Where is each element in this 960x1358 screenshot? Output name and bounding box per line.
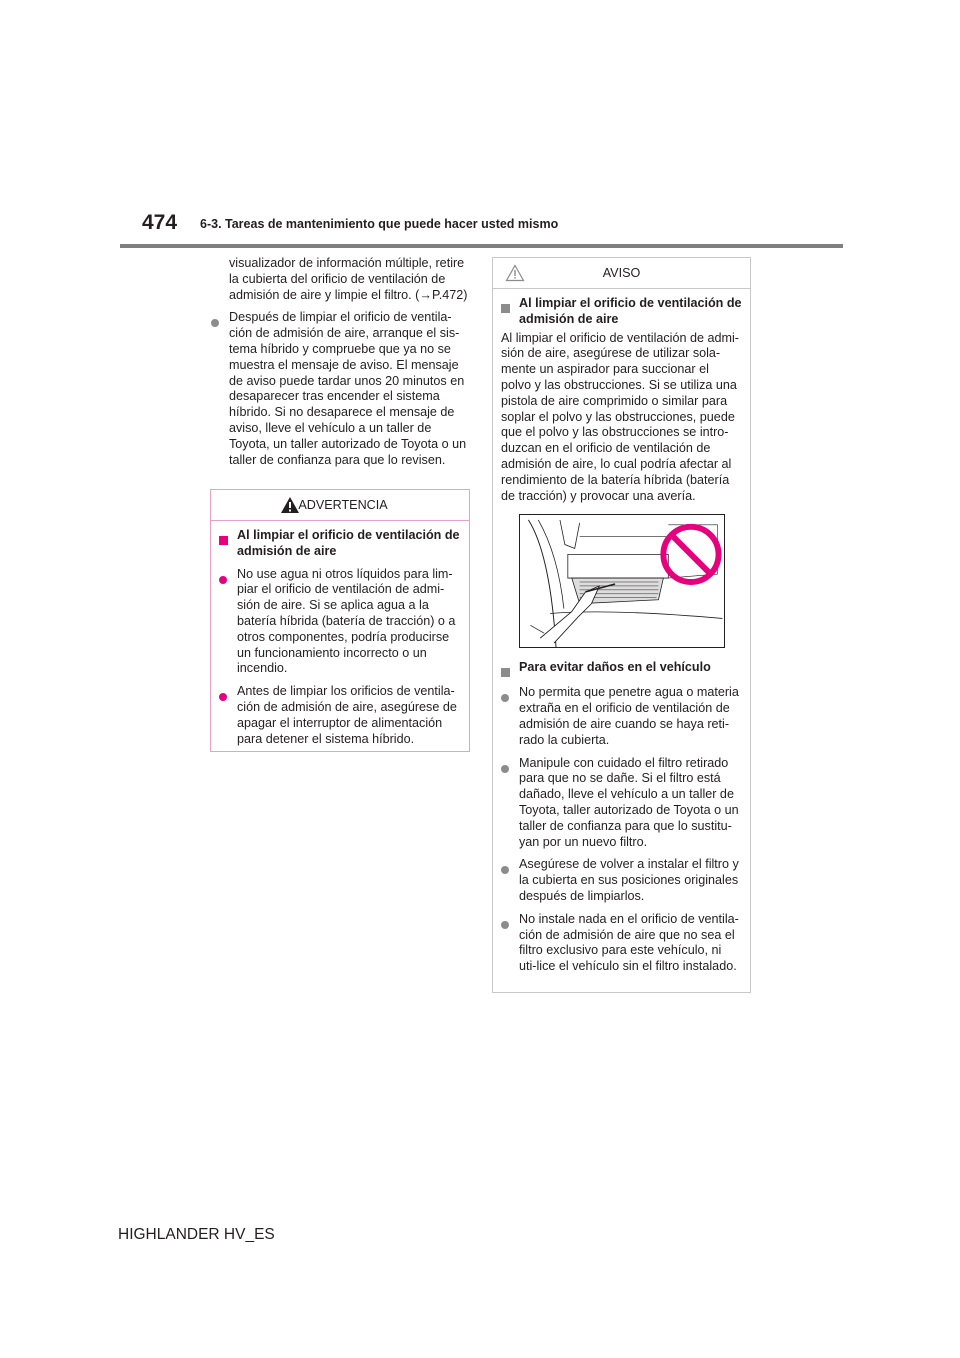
warning-title: ADVERTENCIA (298, 498, 388, 512)
notice-bullet-3: Asegúrese de volver a instalar el filtro y la cubierta en sus posiciones originales después de limpiarlos. (519, 857, 739, 903)
page-number: 474 (142, 211, 178, 234)
list-item (219, 567, 461, 678)
left-column (211, 256, 469, 468)
warning-bullet-1: No use agua ni otros líquidos para lim-piar el orificio de ventilación de admi-sión de aire. Si se aplica agua a la batería híbrida (batería de tracción) o a otros componentes, podría producirse un funcionamiento incorrecto o un incendio. (237, 566, 456, 676)
warning-box (210, 489, 470, 752)
warning-triangle-icon (280, 496, 300, 514)
list-item (219, 684, 461, 747)
notice-header (493, 258, 750, 289)
air-vent-cleaning-illustration (519, 514, 725, 648)
warning-heading: Al limpiar el orificio de ventilación de admisión de aire (237, 528, 460, 558)
notice-title: AVISO (602, 266, 641, 280)
notice-heading-2: Para evitar daños en el vehículo (519, 660, 711, 675)
list-item (501, 756, 742, 851)
notice-bullet-4: No instale nada en el orificio de ventila-ción de admisión de aire que no sea el filtro exclusivo para este vehículo, ni uti-lice el vehículo sin el filtro instalado. (519, 911, 739, 974)
warning-bullet-2: Antes de limpiar los orificios de ventila-ción de admisión de aire, asegúrese de apagar el interruptor de alimentación para detener el sistema híbrido. (237, 684, 457, 746)
notice-heading-row (501, 296, 742, 328)
square-bullet-icon (501, 304, 510, 313)
warning-header (211, 490, 469, 521)
warning-heading-row (219, 528, 461, 560)
notice-heading-row (501, 660, 742, 682)
notice-bullet-2: Manipule con cuidado el filtro retirado para que no se dañe. Si el filtro está dañado, lleve el vehículo a un taller de Toyota, taller autorizado de Toyota o un taller de confianza para que lo sustitu-yan por un nuevo filtro. (519, 755, 739, 849)
section-title: 6-3. Tareas de mantenimiento que puede hacer usted mismo (200, 217, 559, 231)
notice-box (492, 257, 751, 993)
square-bullet-icon (219, 536, 228, 545)
bullet-icon (501, 866, 509, 874)
bullet-text: Después de limpiar el orificio de ventila-ción de admisión de aire, arranque el sis-tema híbrido y compruebe que ya no se muestra el mensaje de aviso. El mensaje de aviso puede tardar unos 20 minutos en desaparecer tras encender el sistema híbrido. Si no desaparece el mensaje de aviso, lleve el vehículo a un taller de Toyota, un taller autorizado de Toyota o un taller de confianza para que lo revisen. (229, 310, 467, 467)
footer-model-label: HIGHLANDER HV_ES (118, 1226, 275, 1243)
bullet-icon (501, 921, 509, 929)
list-item (501, 685, 742, 748)
caution-triangle-icon (505, 264, 525, 282)
list-item (501, 857, 742, 904)
bullet-icon (501, 765, 509, 773)
intro-paragraph: visualizador de información múltiple, retire la cubierta del orificio de ventilación de admisión de aire y limpie el filtro. (→P.472) (229, 256, 468, 302)
square-bullet-icon (501, 668, 510, 677)
bullet-icon (219, 693, 227, 701)
bullet-icon (211, 319, 219, 327)
bullet-icon (219, 576, 227, 584)
bullet-icon (501, 694, 509, 702)
notice-paragraph: Al limpiar el orificio de ventilación de admi-sión de aire, asegúrese de utilizar sola-mente un aspirador para succionar el polvo y las obstrucciones. Si se utiliza una pistola de aire comprimido o similar para soplar el polvo y las obstrucciones, puede que el polvo y las obstrucciones se intro-duzcan en el orificio de ventilación de admisión de aire, lo cual podría afectar al rendimiento de la batería híbrida (batería de tracción) y provocar una avería. (501, 330, 739, 503)
header-rule (120, 244, 843, 248)
list-item (501, 912, 742, 975)
list-item (211, 310, 469, 468)
notice-bullet-1: No permita que penetre agua o materia extraña en el orificio de ventilación de admisión de aire cuando se haya reti-rado la cubierta. (519, 685, 739, 747)
notice-heading-1: Al limpiar el orificio de ventilación de admisión de aire (519, 296, 742, 326)
